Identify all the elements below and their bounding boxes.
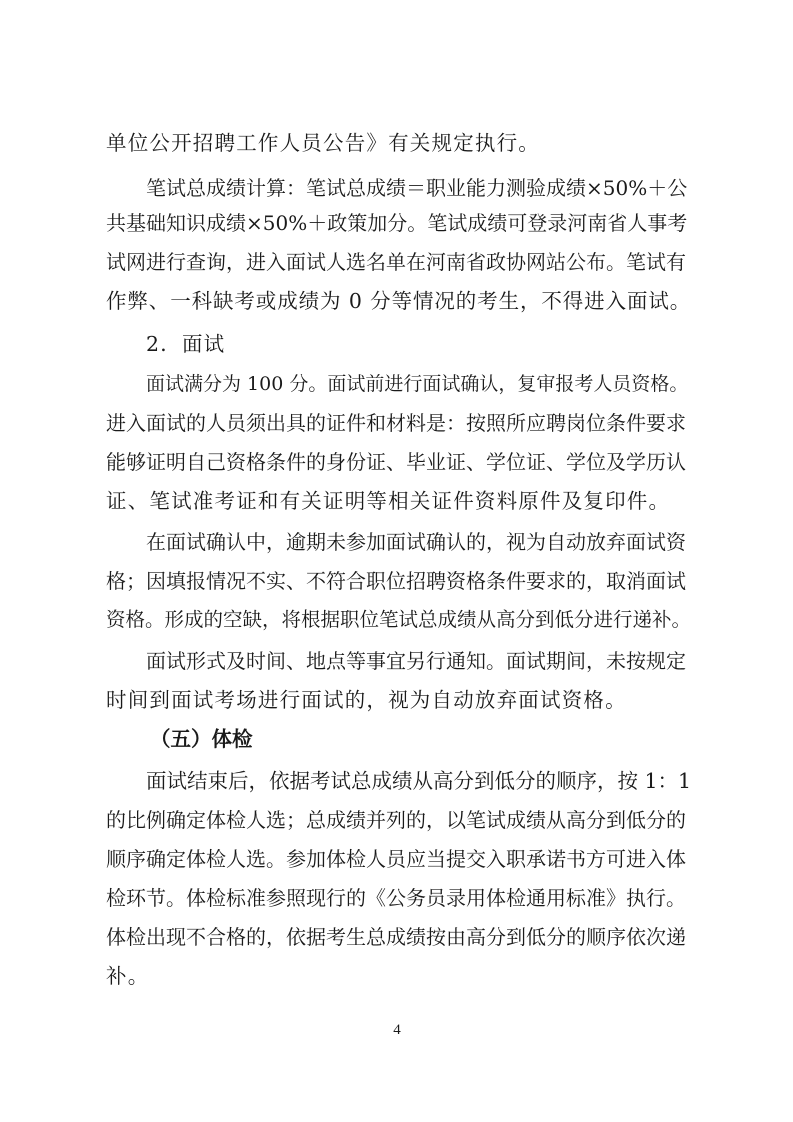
body-text-line: 试网进行查询，进入面试人选名单在河南省政协网站公布。笔试有	[106, 250, 686, 274]
body-text-line: 在面试确认中，逾期未参加面试确认的，视为自动放弃面试资	[146, 530, 686, 554]
body-text-line: 面试结束后，依据考试总成绩从高分到低分的顺序，按 1：1	[146, 769, 692, 793]
section-heading: （五）体检	[150, 727, 253, 751]
section-subheading: 2．面试	[146, 332, 226, 356]
body-text-line: 格；因填报情况不实、不符合职位招聘资格条件要求的，取消面试	[106, 569, 686, 593]
page-number: 4	[393, 1022, 401, 1038]
body-text-line: 面试满分为 100 分。面试前进行面试确认，复审报考人员资格。	[146, 373, 689, 395]
body-text-line: 资格。形成的空缺，将根据职位笔试总成绩从高分到低分进行递补。	[106, 608, 692, 631]
body-text-line: 笔试总成绩计算：笔试总成绩＝职业能力测验成绩×50%＋公	[146, 176, 688, 200]
body-text-line: 补。	[106, 964, 150, 988]
body-text-line: 进入面试的人员须出具的证件和材料是：按照所应聘岗位条件要求	[106, 411, 686, 435]
body-text-line: 顺序确定体检人选。参加体检人员应当提交入职承诺书方可进入体	[106, 847, 686, 871]
body-text-line: 作弊、一科缺考或成绩为 0 分等情况的考生，不得进入面试。	[106, 289, 692, 313]
body-text-line: 证、笔试准考证和有关证明等相关证件资料原件及复印件。	[106, 489, 671, 513]
body-text-line: 时间到面试考场进行面试的，视为自动放弃面试资格。	[106, 688, 627, 712]
body-text-line: 面试形式及时间、地点等事宜另行通知。面试期间，未按规定	[146, 649, 686, 673]
body-text-line: 体检出现不合格的，依据考生总成绩按由高分到低分的顺序依次递	[106, 925, 686, 949]
body-text-line: 的比例确定体检人选；总成绩并列的，以笔试成绩从高分到低分的	[106, 808, 686, 832]
body-text-line: 检环节。体检标准参照现行的《公务员录用体检通用标准》执行。	[106, 886, 686, 910]
body-text-line: 共基础知识成绩×50%＋政策加分。笔试成绩可登录河南省人事考	[106, 211, 688, 235]
body-text-line: 单位公开招聘工作人员公告》有关规定执行。	[106, 131, 540, 155]
body-text-line: 能够证明自己资格条件的身份证、毕业证、学位证、学位及学历认	[106, 450, 686, 474]
